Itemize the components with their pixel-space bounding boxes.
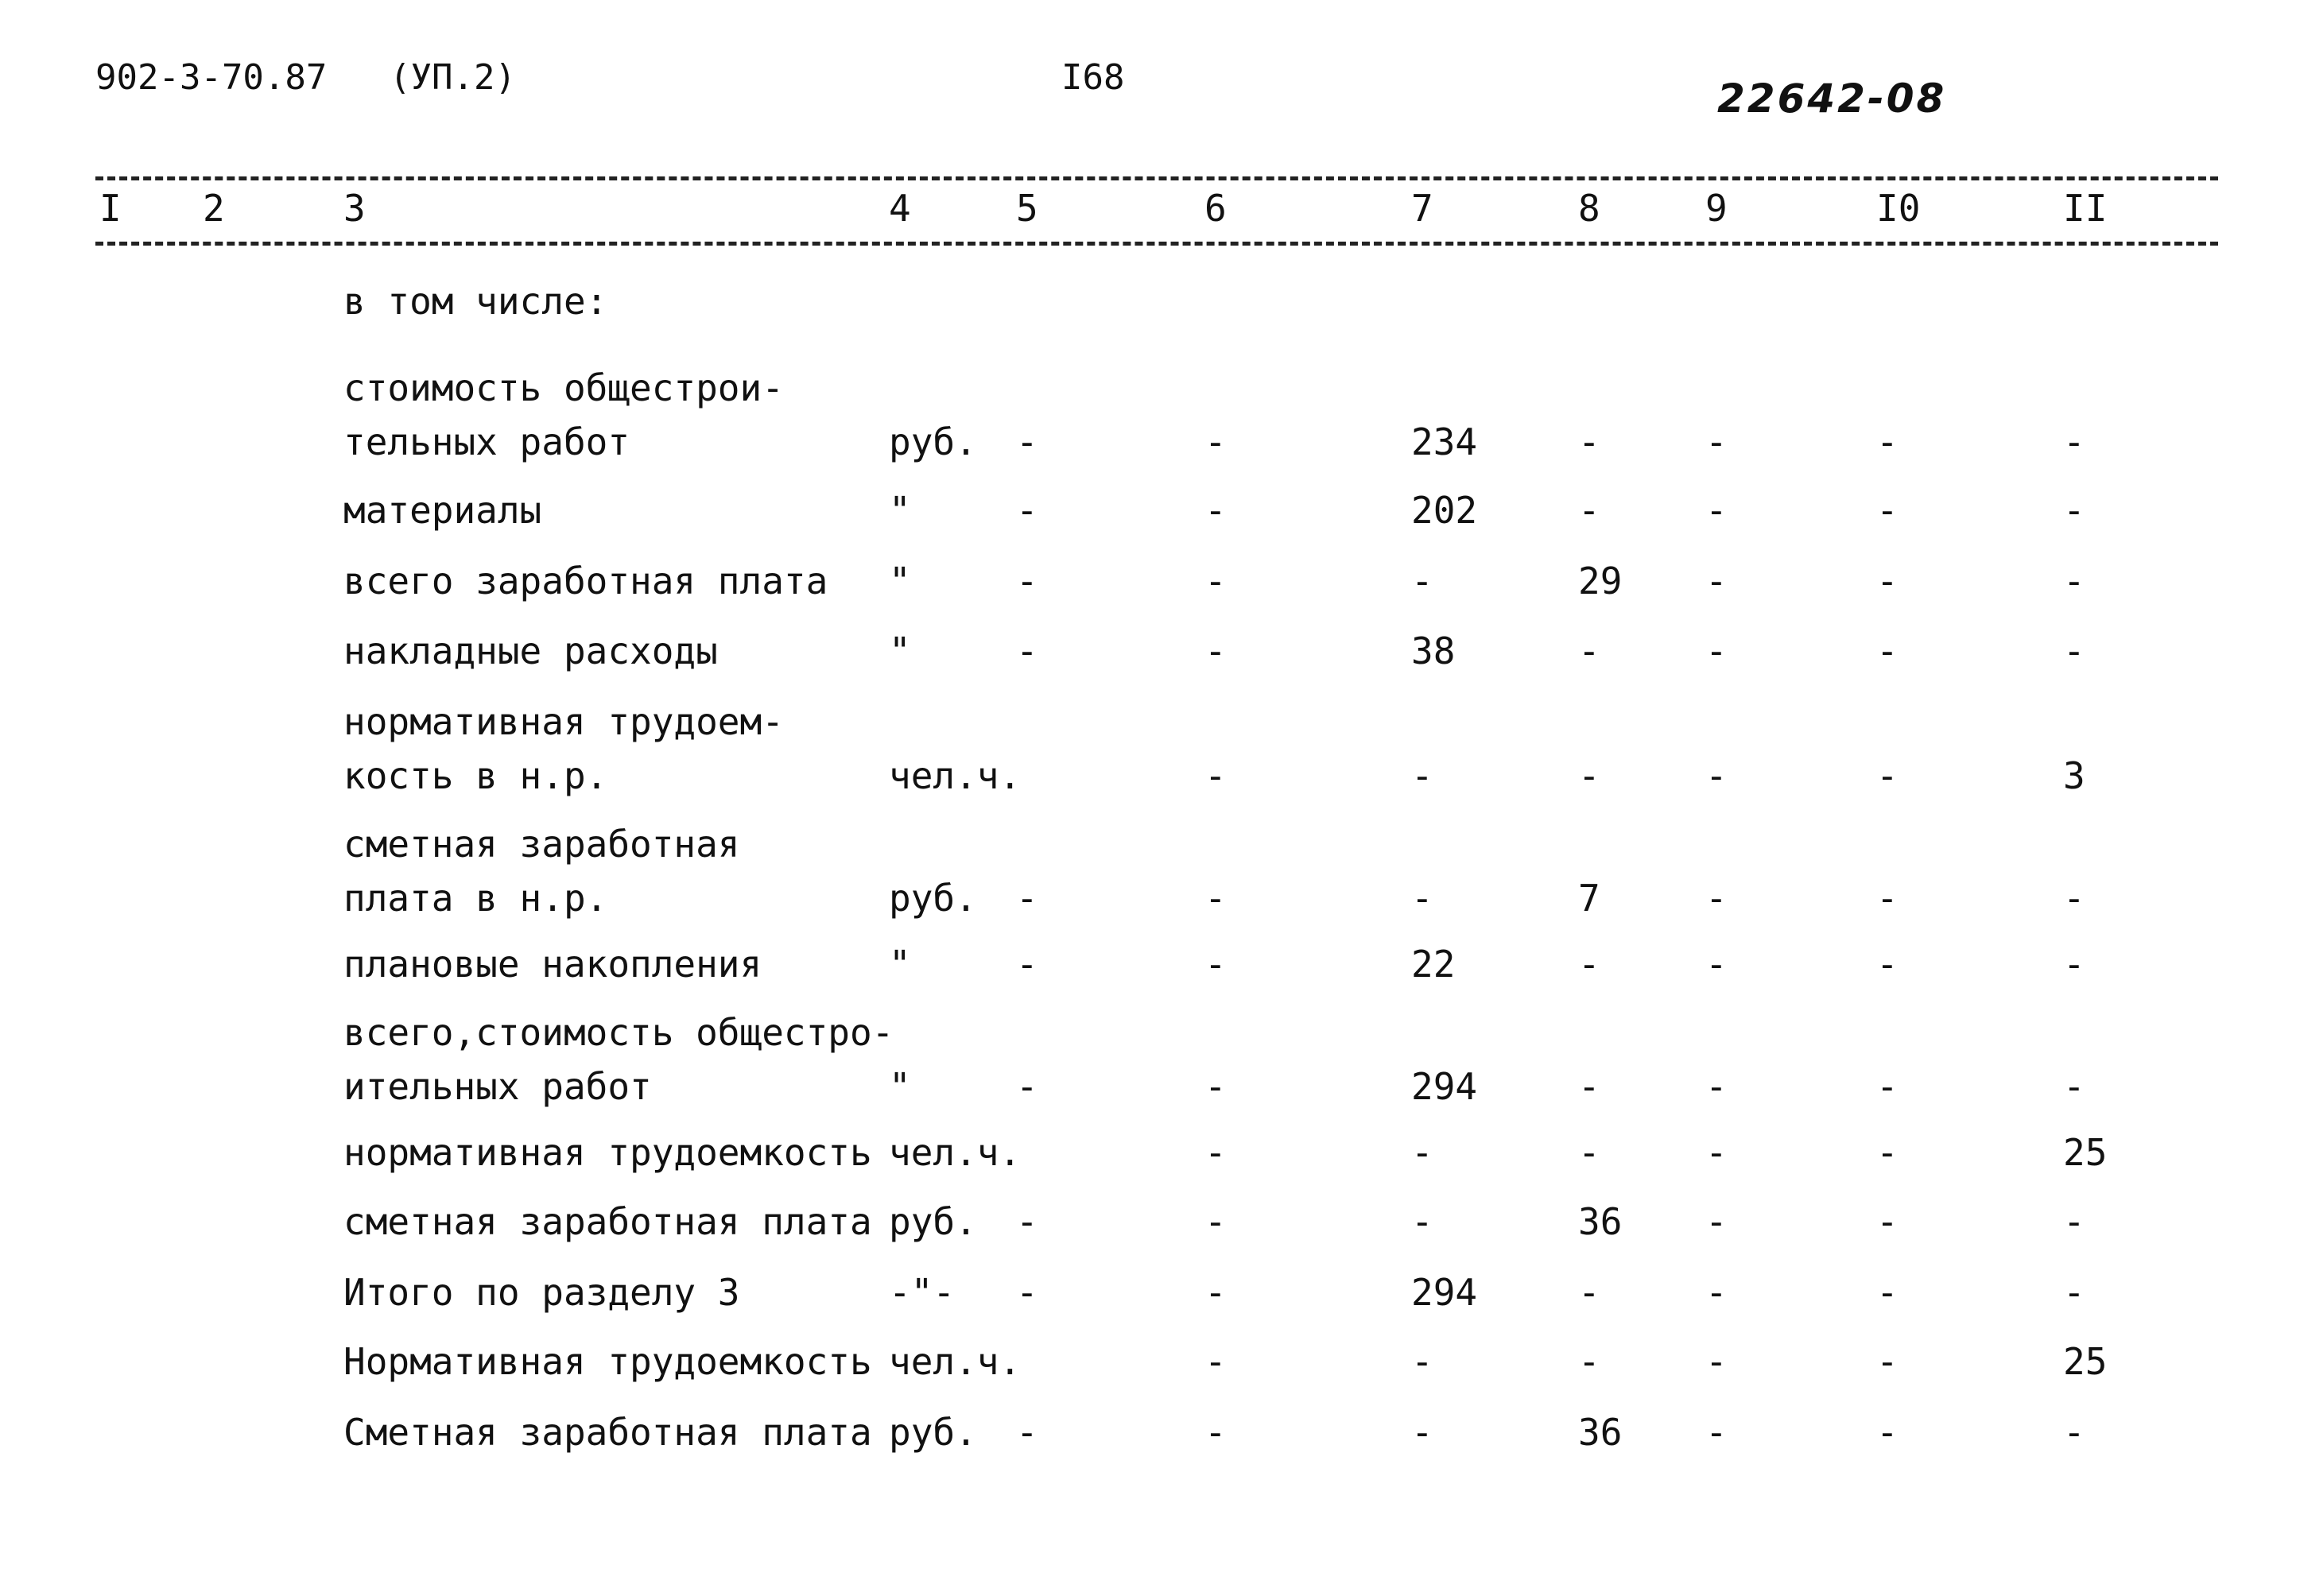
col-7-value: 38 (1411, 629, 1456, 672)
col-8-value: 36 (1578, 1411, 1623, 1454)
col-6-value: - (1204, 1271, 1227, 1314)
col-9-value: - (1705, 1340, 1728, 1383)
document-code: 902-3-70.87 (95, 57, 328, 98)
col-7-value: - (1411, 1131, 1433, 1174)
col-7-value: - (1411, 1340, 1433, 1383)
col-9-value: - (1705, 754, 1728, 797)
row-unit: " (889, 489, 911, 532)
row-unit: " (889, 1065, 911, 1108)
col-6-value: - (1204, 629, 1227, 672)
col-8-value: - (1578, 754, 1600, 797)
col-11-value: - (2063, 489, 2085, 532)
col-6-value: - (1204, 560, 1227, 602)
row-unit: руб. (889, 1200, 977, 1243)
column-header-row (0, 184, 2300, 232)
col-9-value: - (1705, 560, 1728, 602)
row-unit: чел.ч. (889, 1340, 1022, 1383)
col-7-value: - (1411, 560, 1433, 602)
col-8-value: - (1578, 420, 1600, 463)
row-description: нормативная трудоем- кость в н.р. (343, 700, 784, 797)
row-unit: чел.ч. (889, 1131, 1022, 1174)
col-9-value: - (1705, 1065, 1728, 1108)
row-description: Сметная заработная плата (343, 1411, 872, 1454)
col-11-value: - (2063, 877, 2085, 920)
col-10-value: - (1876, 1340, 1899, 1383)
row-description: сметная заработная плата в н.р. (343, 823, 740, 920)
col-5-value: - (1016, 1271, 1038, 1314)
col-7-value: 22 (1411, 943, 1456, 986)
col-6-value: - (1204, 877, 1227, 920)
row-description: Нормативная трудоемкость (343, 1340, 872, 1383)
column-header-4: 4 (889, 187, 911, 230)
col-7-value: - (1411, 877, 1433, 920)
col-11-value: - (2063, 1411, 2085, 1454)
col-10-value: - (1876, 1271, 1899, 1314)
col-10-value: - (1876, 489, 1899, 532)
col-10-value: - (1876, 1200, 1899, 1243)
col-9-value: - (1705, 420, 1728, 463)
archive-stamp: 22642-08 (1717, 76, 1947, 122)
row-description: плановые накопления (343, 943, 762, 986)
col-11-value: - (2063, 1065, 2085, 1108)
col-5-value: - (1016, 489, 1038, 532)
column-header-3: 3 (343, 187, 366, 230)
document-part: (УП.2) (390, 57, 516, 98)
col-9-value: - (1705, 1271, 1728, 1314)
col-9-value: - (1705, 1131, 1728, 1174)
row-unit: чел.ч. (889, 754, 1022, 797)
col-11-value: - (2063, 1271, 2085, 1314)
column-header-9: 9 (1705, 187, 1728, 230)
column-header-10: I0 (1876, 187, 1921, 230)
row-description: накладные расходы (343, 629, 718, 672)
column-header-8: 8 (1578, 187, 1600, 230)
row-description: материалы (343, 489, 542, 532)
col-8-value: 36 (1578, 1200, 1623, 1243)
col-10-value: - (1876, 1411, 1899, 1454)
row-unit: -"- (889, 1271, 956, 1314)
row-description: всего,стоимость общестро- ительных работ (343, 1011, 894, 1108)
col-9-value: - (1705, 877, 1728, 920)
col-8-value: - (1578, 943, 1600, 986)
col-10-value: - (1876, 420, 1899, 463)
row-description: нормативная трудоемкость (343, 1131, 872, 1174)
col-9-value: - (1705, 1411, 1728, 1454)
col-10-value: - (1876, 877, 1899, 920)
row-unit: руб. (889, 1411, 977, 1454)
col-8-value: 29 (1578, 560, 1623, 602)
col-7-value: 234 (1411, 420, 1478, 463)
col-7-value: 294 (1411, 1271, 1478, 1314)
col-6-value: - (1204, 489, 1227, 532)
col-7-value: 294 (1411, 1065, 1478, 1108)
col-5-value: - (1016, 877, 1038, 920)
col-5-value: - (1016, 943, 1038, 986)
col-8-value: - (1578, 1271, 1600, 1314)
col-5-value: - (1016, 420, 1038, 463)
col-8-value: - (1578, 489, 1600, 532)
col-10-value: - (1876, 1131, 1899, 1174)
col-5-value: - (1016, 629, 1038, 672)
col-10-value: - (1876, 629, 1899, 672)
row-description: стоимость общестрои- тельных работ (343, 366, 784, 463)
row-unit: " (889, 629, 911, 672)
col-11-value: - (2063, 420, 2085, 463)
col-6-value: - (1204, 1200, 1227, 1243)
header-rule-top (95, 176, 2218, 180)
col-11-value: 3 (2063, 754, 2085, 797)
col-10-value: - (1876, 943, 1899, 986)
col-7-value: - (1411, 1200, 1433, 1243)
col-5-value: - (1016, 1200, 1038, 1243)
col-10-value: - (1876, 1065, 1899, 1108)
row-unit: " (889, 943, 911, 986)
col-6-value: - (1204, 754, 1227, 797)
col-6-value: - (1204, 1411, 1227, 1454)
row-unit: " (889, 560, 911, 602)
col-11-value: 25 (2063, 1340, 2108, 1383)
row-description: Итого по разделу 3 (343, 1271, 740, 1314)
col-11-value: - (2063, 560, 2085, 602)
col-6-value: - (1204, 943, 1227, 986)
section-subtitle: в том числе: (343, 280, 608, 323)
col-8-value: 7 (1578, 877, 1600, 920)
col-10-value: - (1876, 560, 1899, 602)
column-header-5: 5 (1016, 187, 1038, 230)
page-number: I68 (1061, 57, 1125, 98)
col-11-value: 25 (2063, 1131, 2108, 1174)
column-header-2: 2 (203, 187, 225, 230)
row-description: сметная заработная плата (343, 1200, 872, 1243)
row-description: всего заработная плата (343, 560, 828, 602)
col-8-value: - (1578, 629, 1600, 672)
col-6-value: - (1204, 1131, 1227, 1174)
col-5-value: - (1016, 1065, 1038, 1108)
row-unit: руб. (889, 420, 977, 463)
col-5-value: - (1016, 560, 1038, 602)
column-header-6: 6 (1204, 187, 1227, 230)
col-7-value: - (1411, 1411, 1433, 1454)
col-9-value: - (1705, 943, 1728, 986)
col-7-value: - (1411, 754, 1433, 797)
column-header-7: 7 (1411, 187, 1433, 230)
col-8-value: - (1578, 1131, 1600, 1174)
col-10-value: - (1876, 754, 1899, 797)
column-header-11: II (2063, 187, 2108, 230)
header-rule-bottom (95, 242, 2218, 246)
col-8-value: - (1578, 1065, 1600, 1108)
col-9-value: - (1705, 1200, 1728, 1243)
col-11-value: - (2063, 1200, 2085, 1243)
col-11-value: - (2063, 629, 2085, 672)
col-8-value: - (1578, 1340, 1600, 1383)
col-6-value: - (1204, 1065, 1227, 1108)
col-7-value: 202 (1411, 489, 1478, 532)
col-6-value: - (1204, 1340, 1227, 1383)
col-11-value: - (2063, 943, 2085, 986)
col-6-value: - (1204, 420, 1227, 463)
col-9-value: - (1705, 489, 1728, 532)
column-header-1: I (99, 187, 122, 230)
row-unit: руб. (889, 877, 977, 920)
col-5-value: - (1016, 1411, 1038, 1454)
col-9-value: - (1705, 629, 1728, 672)
